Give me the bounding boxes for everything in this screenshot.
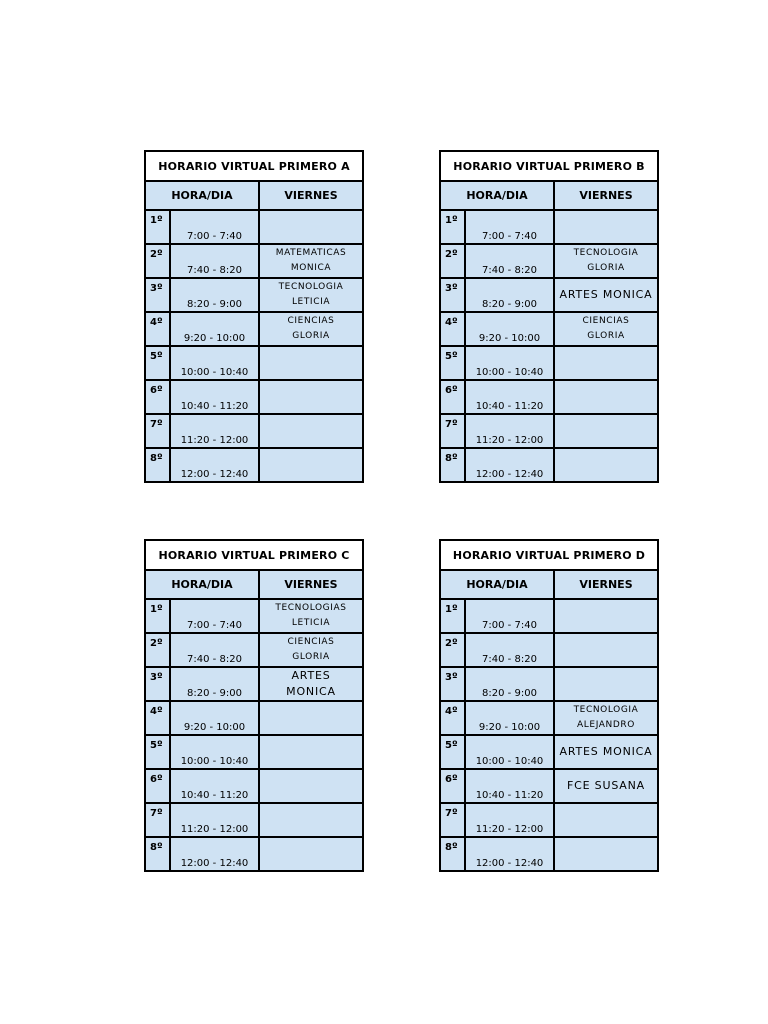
period-number: 3º xyxy=(145,667,170,701)
period-number: 6º xyxy=(145,380,170,414)
table-row xyxy=(145,633,363,667)
period-time: 7:00 - 7:40 xyxy=(465,599,554,633)
period-time: 9:20 - 10:00 xyxy=(170,312,259,346)
period-number: 7º xyxy=(440,414,465,448)
subject-cell xyxy=(554,599,658,633)
period-time: 7:40 - 8:20 xyxy=(465,633,554,667)
teacher-name: GLORIA xyxy=(292,652,330,662)
table-row xyxy=(440,414,658,448)
period-time: 12:00 - 12:40 xyxy=(465,448,554,482)
period-number: 1º xyxy=(145,599,170,633)
period-time: 11:20 - 12:00 xyxy=(465,414,554,448)
table-row xyxy=(145,837,363,871)
subject-cell xyxy=(259,837,363,871)
subject-cell xyxy=(259,735,363,769)
period-number: 4º xyxy=(440,312,465,346)
table-row xyxy=(440,803,658,837)
table-row xyxy=(440,633,658,667)
subject-name: ARTES xyxy=(291,669,331,682)
schedule-title: HORARIO VIRTUAL PRIMERO C xyxy=(145,540,363,570)
table-row xyxy=(440,769,658,803)
subject-cell xyxy=(554,769,658,803)
subject-cell xyxy=(554,210,658,244)
subject-teacher: ARTES MONICA xyxy=(559,288,653,301)
table-row xyxy=(145,346,363,380)
table-row xyxy=(145,701,363,735)
teacher-name: GLORIA xyxy=(587,263,625,273)
subject-cell xyxy=(554,633,658,667)
period-time: 10:40 - 11:20 xyxy=(170,769,259,803)
period-number: 7º xyxy=(440,803,465,837)
subject-cell xyxy=(259,667,363,701)
teacher-name: MONICA xyxy=(286,685,336,698)
period-number: 5º xyxy=(440,346,465,380)
period-time: 10:00 - 10:40 xyxy=(465,735,554,769)
subject-name: TECNOLOGIA xyxy=(573,248,639,258)
period-number: 6º xyxy=(440,769,465,803)
period-time: 10:40 - 11:20 xyxy=(170,380,259,414)
subject-cell xyxy=(554,380,658,414)
schedule-title: HORARIO VIRTUAL PRIMERO B xyxy=(440,151,658,181)
period-time: 8:20 - 9:00 xyxy=(170,667,259,701)
schedule-table-primero-b xyxy=(439,150,659,483)
subject-cell xyxy=(554,244,658,278)
viernes-header: VIERNES xyxy=(259,570,363,599)
subject-cell xyxy=(554,312,658,346)
period-time: 12:00 - 12:40 xyxy=(465,837,554,871)
subject-name: CIENCIAS xyxy=(287,637,335,647)
period-number: 4º xyxy=(440,701,465,735)
teacher-name: GLORIA xyxy=(587,331,625,341)
subject-cell xyxy=(259,633,363,667)
subject-teacher: ARTES MONICA xyxy=(559,745,653,758)
subject-cell xyxy=(259,312,363,346)
period-time: 7:40 - 8:20 xyxy=(170,633,259,667)
subject-cell xyxy=(259,210,363,244)
table-row xyxy=(145,312,363,346)
period-time: 10:40 - 11:20 xyxy=(465,380,554,414)
period-number: 7º xyxy=(145,414,170,448)
table-row xyxy=(145,735,363,769)
hora-dia-header: HORA/DIA xyxy=(440,570,554,599)
period-number: 6º xyxy=(440,380,465,414)
schedule-table-primero-a xyxy=(144,150,364,483)
period-time: 10:00 - 10:40 xyxy=(465,346,554,380)
table-row xyxy=(145,769,363,803)
period-number: 5º xyxy=(440,735,465,769)
period-number: 3º xyxy=(440,278,465,312)
subject-cell xyxy=(554,735,658,769)
subject-cell xyxy=(259,448,363,482)
subject-teacher: FCE SUSANA xyxy=(567,779,645,792)
period-number: 8º xyxy=(440,837,465,871)
period-time: 8:20 - 9:00 xyxy=(465,667,554,701)
table-row xyxy=(145,803,363,837)
subject-cell xyxy=(259,769,363,803)
table-row xyxy=(440,210,658,244)
period-time: 12:00 - 12:40 xyxy=(170,837,259,871)
table-row xyxy=(440,599,658,633)
table-row xyxy=(145,599,363,633)
viernes-header: VIERNES xyxy=(554,181,658,210)
subject-name: TECNOLOGIA xyxy=(573,705,639,715)
schedule-table-primero-c xyxy=(144,539,364,872)
table-row xyxy=(440,346,658,380)
viernes-header: VIERNES xyxy=(554,570,658,599)
table-row xyxy=(440,312,658,346)
subject-cell xyxy=(554,346,658,380)
table-row xyxy=(440,448,658,482)
table-row xyxy=(440,380,658,414)
period-time: 9:20 - 10:00 xyxy=(465,701,554,735)
period-number: 8º xyxy=(145,837,170,871)
period-time: 9:20 - 10:00 xyxy=(170,701,259,735)
period-time: 10:00 - 10:40 xyxy=(170,735,259,769)
period-time: 7:00 - 7:40 xyxy=(170,210,259,244)
subject-cell xyxy=(259,803,363,837)
table-row xyxy=(440,667,658,701)
subject-cell xyxy=(554,701,658,735)
subject-name: CIENCIAS xyxy=(287,316,335,326)
table-row xyxy=(145,448,363,482)
period-number: 8º xyxy=(145,448,170,482)
table-row xyxy=(440,837,658,871)
period-time: 12:00 - 12:40 xyxy=(170,448,259,482)
period-number: 3º xyxy=(440,667,465,701)
teacher-name: MONICA xyxy=(290,263,332,273)
table-row xyxy=(440,701,658,735)
period-number: 2º xyxy=(145,633,170,667)
period-time: 7:00 - 7:40 xyxy=(465,210,554,244)
period-time: 9:20 - 10:00 xyxy=(465,312,554,346)
period-number: 1º xyxy=(145,210,170,244)
period-time: 11:20 - 12:00 xyxy=(170,414,259,448)
table-row xyxy=(440,244,658,278)
subject-name: TECNOLOGIA xyxy=(278,282,344,292)
period-number: 2º xyxy=(440,244,465,278)
subject-cell xyxy=(259,346,363,380)
period-number: 1º xyxy=(440,599,465,633)
subject-name: CIENCIAS xyxy=(582,316,630,326)
period-number: 7º xyxy=(145,803,170,837)
subject-cell xyxy=(259,380,363,414)
subject-name: MATEMATICAS xyxy=(275,248,347,258)
table-row xyxy=(145,244,363,278)
period-time: 8:20 - 9:00 xyxy=(170,278,259,312)
table-row xyxy=(145,210,363,244)
schedule-table-primero-d xyxy=(439,539,659,872)
period-number: 5º xyxy=(145,346,170,380)
period-time: 8:20 - 9:00 xyxy=(465,278,554,312)
table-row xyxy=(145,667,363,701)
teacher-name: LETICIA xyxy=(291,297,331,307)
subject-cell xyxy=(554,803,658,837)
period-time: 7:00 - 7:40 xyxy=(170,599,259,633)
period-number: 3º xyxy=(145,278,170,312)
table-row xyxy=(145,380,363,414)
period-number: 5º xyxy=(145,735,170,769)
period-time: 7:40 - 8:20 xyxy=(465,244,554,278)
subject-cell xyxy=(259,701,363,735)
period-number: 2º xyxy=(145,244,170,278)
subject-cell xyxy=(554,837,658,871)
subject-cell xyxy=(259,244,363,278)
hora-dia-header: HORA/DIA xyxy=(440,181,554,210)
table-row xyxy=(440,278,658,312)
subject-cell xyxy=(259,599,363,633)
period-number: 4º xyxy=(145,312,170,346)
subject-cell xyxy=(259,278,363,312)
teacher-name: LETICIA xyxy=(291,618,331,628)
period-time: 7:40 - 8:20 xyxy=(170,244,259,278)
subject-name: TECNOLOGIAS xyxy=(275,603,347,613)
table-row xyxy=(145,414,363,448)
hora-dia-header: HORA/DIA xyxy=(145,570,259,599)
schedule-title: HORARIO VIRTUAL PRIMERO A xyxy=(145,151,363,181)
period-time: 11:20 - 12:00 xyxy=(465,803,554,837)
subject-cell xyxy=(259,414,363,448)
subject-cell xyxy=(554,414,658,448)
subject-cell xyxy=(554,278,658,312)
table-row xyxy=(145,278,363,312)
period-time: 11:20 - 12:00 xyxy=(170,803,259,837)
period-number: 6º xyxy=(145,769,170,803)
viernes-header: VIERNES xyxy=(259,181,363,210)
period-number: 2º xyxy=(440,633,465,667)
subject-cell xyxy=(554,448,658,482)
schedule-title: HORARIO VIRTUAL PRIMERO D xyxy=(440,540,658,570)
period-time: 10:00 - 10:40 xyxy=(170,346,259,380)
period-number: 4º xyxy=(145,701,170,735)
period-number: 1º xyxy=(440,210,465,244)
hora-dia-header: HORA/DIA xyxy=(145,181,259,210)
teacher-name: ALEJANDRO xyxy=(577,720,635,730)
teacher-name: GLORIA xyxy=(292,331,330,341)
period-number: 8º xyxy=(440,448,465,482)
period-time: 10:40 - 11:20 xyxy=(465,769,554,803)
subject-cell xyxy=(554,667,658,701)
table-row xyxy=(440,735,658,769)
